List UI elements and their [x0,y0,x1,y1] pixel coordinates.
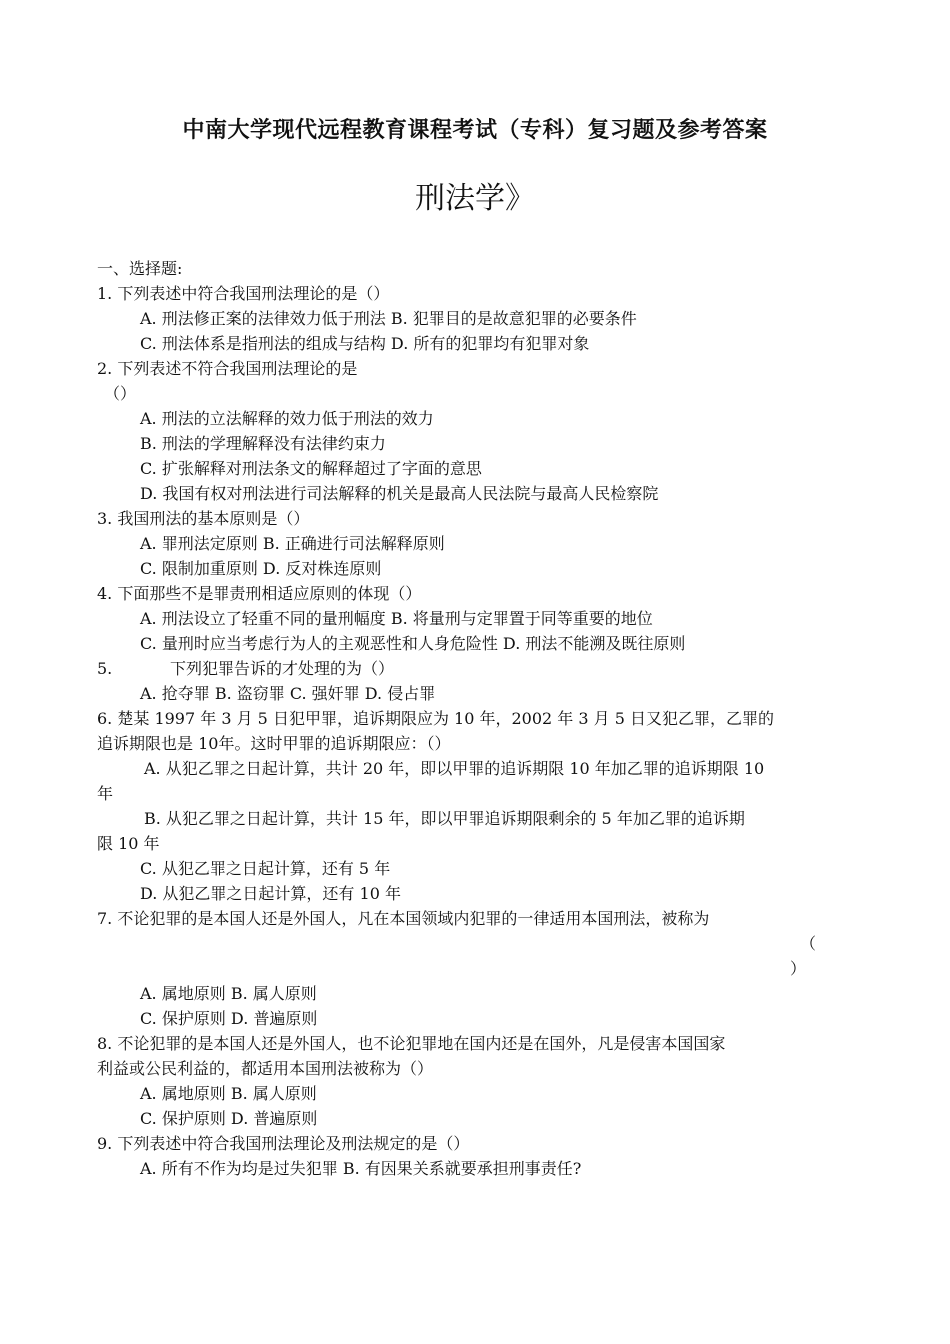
question-2-option-c: C. 扩张解释对刑法条文的解释超过了字面的意思 [140,459,482,478]
question-1-stem: 1. 下列表述中符合我国刑法理论的是（） [97,284,390,303]
question-5-number: 5. [97,659,113,678]
question-2-option-b: B. 刑法的学理解释没有法律约束力 [140,434,386,453]
question-5-stem: 下列犯罪告诉的才处理的为（） [170,659,395,678]
question-8-option-line: A. 属地原则 B. 属人原则 [140,1084,317,1103]
question-1-option-line: C. 刑法体系是指刑法的组成与结构 D. 所有的犯罪均有犯罪对象 [140,334,590,353]
question-1-option-line: A. 刑法修正案的法律效力低于刑法 B. 犯罪目的是故意犯罪的必要条件 [140,309,637,328]
question-4-option-line: A. 刑法设立了轻重不同的量刑幅度 B. 将量刑与定罪置于同等重要的地位 [140,609,653,628]
question-9-stem: 9. 下列表述中符合我国刑法理论及刑法规定的是（） [97,1134,470,1153]
question-8-stem: 8. 不论犯罪的是本国人还是外国人，也不论犯罪地在国内还是在国外，凡是侵害本国国家 [97,1034,726,1053]
question-7-paren-close: ） [790,959,807,978]
question-5-option-line: A. 抢夺罪 B. 盗窃罪 C. 强奸罪 D. 侵占罪 [140,684,436,703]
question-6-option-c: C. 从犯乙罪之日起计算，还有 5 年 [140,859,391,878]
question-4-option-line: C. 量刑时应当考虑行为人的主观恶性和人身危险性 D. 刑法不能溯及既往原则 [140,634,686,653]
question-2-stem: 2. 下列表述不符合我国刑法理论的是 [97,359,358,378]
document-subtitle: 刑法学》 [415,181,535,216]
question-6-stem: 6. 楚某 1997 年 3 月 5 日犯甲罪，追诉期限应为 10 年，2002 年 3 月 5 日又犯乙罪，乙罪的 [97,709,774,728]
question-6-option-a: A. 从犯乙罪之日起计算，共计 20 年，即以甲罪的追诉期限 10 年加乙罪的追诉期限 10 [144,759,765,778]
question-6-option-b-cont: 限 10 年 [97,834,160,853]
question-3-option-line: C. 限制加重原则 D. 反对株连原则 [140,559,382,578]
question-6-option-d: D. 从犯乙罪之日起计算，还有 10 年 [140,884,401,903]
question-7-stem: 7. 不论犯罪的是本国人还是外国人，凡在本国领域内犯罪的一律适用本国刑法，被称为 [97,909,710,928]
question-7-option-line: C. 保护原则 D. 普遍原则 [140,1009,318,1028]
question-6-option-b: B. 从犯乙罪之日起计算，共计 15 年，即以甲罪追诉期限剩余的 5 年加乙罪的追诉期 [144,809,745,828]
question-9-option-line: A. 所有不作为均是过失犯罪 B. 有因果关系就要承担刑事责任? [140,1159,582,1178]
question-3-option-line: A. 罪刑法定原则 B. 正确进行司法解释原则 [140,534,445,553]
question-8-option-line: C. 保护原则 D. 普遍原则 [140,1109,318,1128]
question-6-option-a-cont: 年 [97,784,114,803]
question-8-stem-cont: 利益或公民利益的，都适用本国刑法被称为（） [97,1059,434,1078]
document-title: 中南大学现代远程教育课程考试（专科）复习题及参考答案 [182,118,768,143]
question-4-stem: 4. 下面那些不是罪责刑相适应原则的体现（） [97,584,422,603]
question-6-stem-cont: 追诉期限也是 10年。这时甲罪的追诉期限应：（） [97,734,451,753]
question-7-paren-open: （ [800,934,817,953]
question-2-option-a: A. 刑法的立法解释的效力低于刑法的效力 [140,409,434,428]
question-7-option-line: A. 属地原则 B. 属人原则 [140,984,317,1003]
section-heading: 一、选择题: [97,259,183,278]
question-2-stem-cont: （） [104,384,137,403]
question-3-stem: 3. 我国刑法的基本原则是（） [97,509,310,528]
question-2-option-d: D. 我国有权对刑法进行司法解释的机关是最高人民法院与最高人民检察院 [140,484,659,503]
